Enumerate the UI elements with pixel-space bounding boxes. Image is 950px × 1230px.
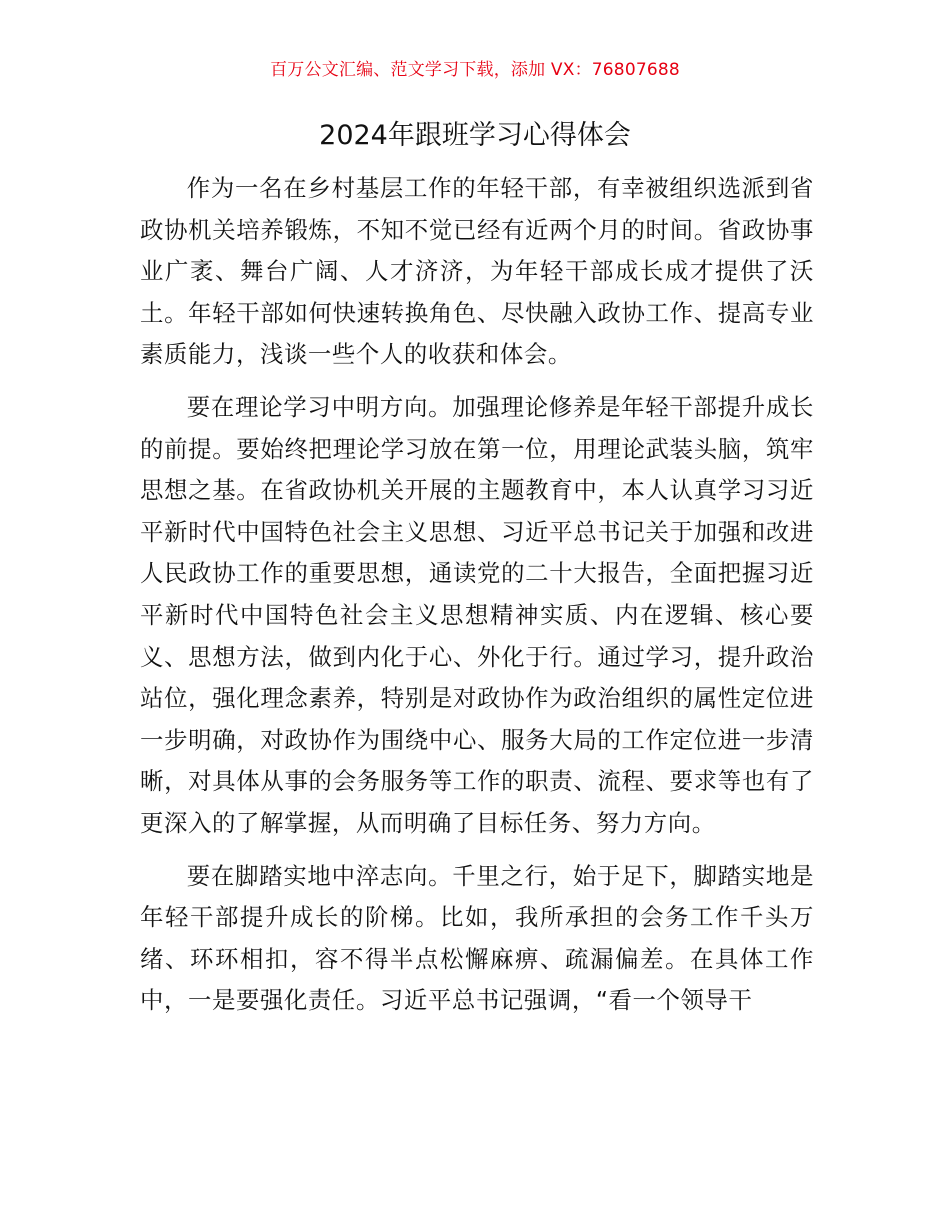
paragraph-theory-study: 要在理论学习中明方向。加强理论修养是年轻干部提升成长的前提。要始终把理论学习放在第一位，用理论武装头脑，筑牢思想之基。在省政协机关开展的主题教育中，本人认真学习习近平新时代中国特色社会主义思想、习近平总书记关于加强和改进人民政协工作的重要思想，通读党的二十大报告，全面把握习近平新时代中国特色社会主义思想精神实质、内在逻辑、核心要义、思想方法，做到内化于心、外化于行。通过学习，提升政治站位，强化理念素养，特别是对政协作为政治组织的属性定位进一步明确，对政协作为围绕中心、服务大局的工作定位进一步清晰，对具体从事的会务服务等工作的职责、流程、要求等也有了更深入的了解掌握，从而明确了目标任务、努力方向。 — [140, 392, 814, 837]
document-title: 2024年跟班学习心得体会 — [319, 120, 631, 151]
paragraph-intro: 作为一名在乡村基层工作的年轻干部，有幸被组织选派到省政协机关培养锻炼，不知不觉已经有近两个月的时间。省政协事业广袤、舞台广阔、人才济济，为年轻干部成长成才提供了沃土。年轻干部如何快速转换角色、尽快融入政协工作、提高专业素质能力，浅谈一些个人的收获和体会。 — [140, 174, 814, 369]
paragraph-practical-work: 要在脚踏实地中淬志向。千里之行，始于足下，脚踏实地是年轻干部提升成长的阶梯。比如，我所承担的会务工作千头万绪、环环相扣，容不得半点松懈麻痹、疏漏偏差。在具体工作中，一是要强化责任。习近平总书记强调，“看一个领导干 — [140, 861, 814, 1015]
document-body — [140, 168, 814, 1033]
watermark-header: 百万公文汇编、范文学习下载，添加 VX：76807688 — [270, 60, 680, 80]
